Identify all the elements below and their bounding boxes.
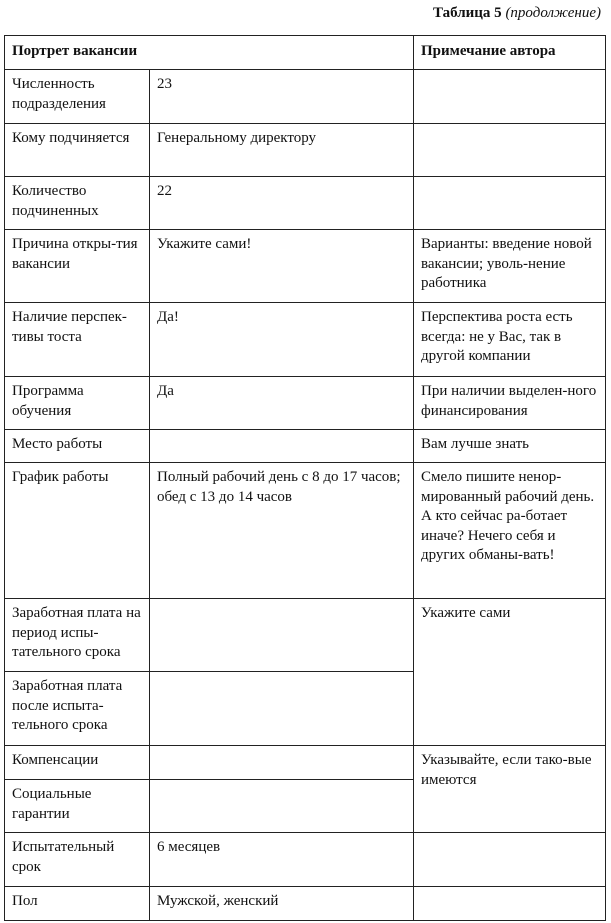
table-row — [5, 746, 606, 780]
table-row — [5, 230, 606, 303]
header-vacancy-portrait: Портрет вакансии — [5, 36, 414, 70]
row-note: Смело пишите ненор-мированный рабочий день. А кто сейчас ра-ботает иначе? Нечего себя и других обманы-вать! — [414, 463, 606, 599]
table-continued-note: (продолжение) — [505, 5, 601, 21]
row-value: 22 — [150, 177, 414, 230]
row-value: Мужской, женский — [150, 887, 414, 921]
table-row — [5, 377, 606, 430]
table-row — [5, 887, 606, 921]
row-value: Укажите сами! — [150, 230, 414, 303]
row-note — [414, 70, 606, 124]
table-row — [5, 430, 606, 463]
row-label: Заработная плата после испыта-тельного срока — [5, 672, 150, 746]
row-label: Социальные гарантии — [5, 780, 150, 833]
row-label: График работы — [5, 463, 150, 599]
table-row — [5, 833, 606, 887]
table-row — [5, 177, 606, 230]
row-label: Численность подразделения — [5, 70, 150, 124]
row-value: Да — [150, 377, 414, 430]
row-value: 6 месяцев — [150, 833, 414, 887]
table-header-row — [5, 36, 606, 70]
row-note: Варианты: введение новой вакансии; уволь-нение работника — [414, 230, 606, 303]
row-value: Полный рабочий день с 8 до 17 часов; обед с 13 до 14 часов — [150, 463, 414, 599]
row-label: Место работы — [5, 430, 150, 463]
row-value — [150, 599, 414, 672]
row-value — [150, 746, 414, 780]
row-value — [150, 780, 414, 833]
row-value — [150, 672, 414, 746]
row-value: 23 — [150, 70, 414, 124]
row-value: Генеральному директору — [150, 124, 414, 177]
table-row — [5, 303, 606, 377]
table-number: Таблица 5 — [432, 5, 502, 21]
row-note: При наличии выделен-ного финансирования — [414, 377, 606, 430]
row-note: Укажите сами — [414, 599, 606, 746]
row-label: Наличие перспек-тивы тоста — [5, 303, 150, 377]
row-label: Компенсации — [5, 746, 150, 780]
row-note: Перспектива роста есть всегда: не у Вас, так в другой компании — [414, 303, 606, 377]
row-label: Программа обучения — [5, 377, 150, 430]
row-value — [150, 430, 414, 463]
vacancy-portrait-table — [4, 35, 606, 921]
table-caption — [433, 4, 601, 22]
row-label: Заработная плата на период испы-тательного срока — [5, 599, 150, 672]
row-label: Испытательный срок — [5, 833, 150, 887]
row-note: Вам лучше знать — [414, 430, 606, 463]
table-row — [5, 124, 606, 177]
row-label: Кому подчиняется — [5, 124, 150, 177]
row-note — [414, 124, 606, 177]
row-label: Пол — [5, 887, 150, 921]
row-value: Да! — [150, 303, 414, 377]
row-note: Указывайте, если тако-вые имеются — [414, 746, 606, 833]
header-author-note: Примечание автора — [414, 36, 606, 70]
table-row — [5, 599, 606, 672]
row-note — [414, 833, 606, 887]
row-note — [414, 177, 606, 230]
row-label: Количество подчиненных — [5, 177, 150, 230]
table-row — [5, 70, 606, 124]
row-label: Причина откры-тия вакансии — [5, 230, 150, 303]
table-row — [5, 463, 606, 599]
row-note — [414, 887, 606, 921]
